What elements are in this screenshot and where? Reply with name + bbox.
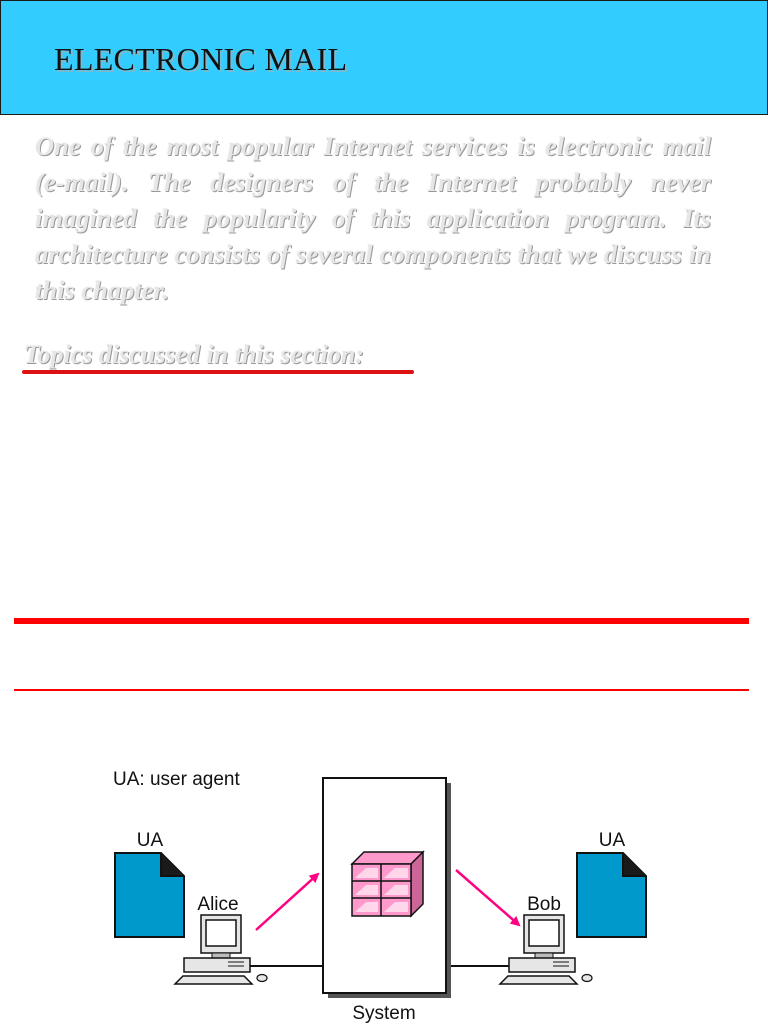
intro-paragraph: One of the most popular Internet services is electronic mail (e-mail). The designers of the Internet probably never imagined the popularity of this application program. Its architecture consists of several components that we discuss in this chapter.	[35, 131, 711, 305]
bob-label: Bob	[527, 894, 561, 915]
email-architecture-diagram	[0, 700, 768, 1024]
ua-left-label: UA	[136, 830, 164, 851]
title-band	[0, 0, 768, 115]
computer-icon	[175, 915, 267, 984]
divider-thin	[14, 689, 749, 691]
system-label: System	[352, 1003, 416, 1024]
slide-title: ELECTRONIC MAIL	[54, 41, 348, 77]
ua-right-label: UA	[598, 830, 626, 851]
document-icon	[577, 853, 646, 937]
topics-heading: Topics discussed in this section:	[24, 340, 364, 369]
alice-label: Alice	[197, 894, 239, 915]
mailbox-icon	[352, 852, 423, 916]
legend-label: UA: user agent	[113, 769, 240, 790]
topics-underline	[22, 370, 414, 374]
document-icon	[115, 853, 184, 937]
divider-thick	[14, 618, 749, 624]
page-fold-icon	[623, 853, 646, 876]
send-arrow	[256, 874, 318, 930]
deliver-arrow	[456, 870, 519, 925]
